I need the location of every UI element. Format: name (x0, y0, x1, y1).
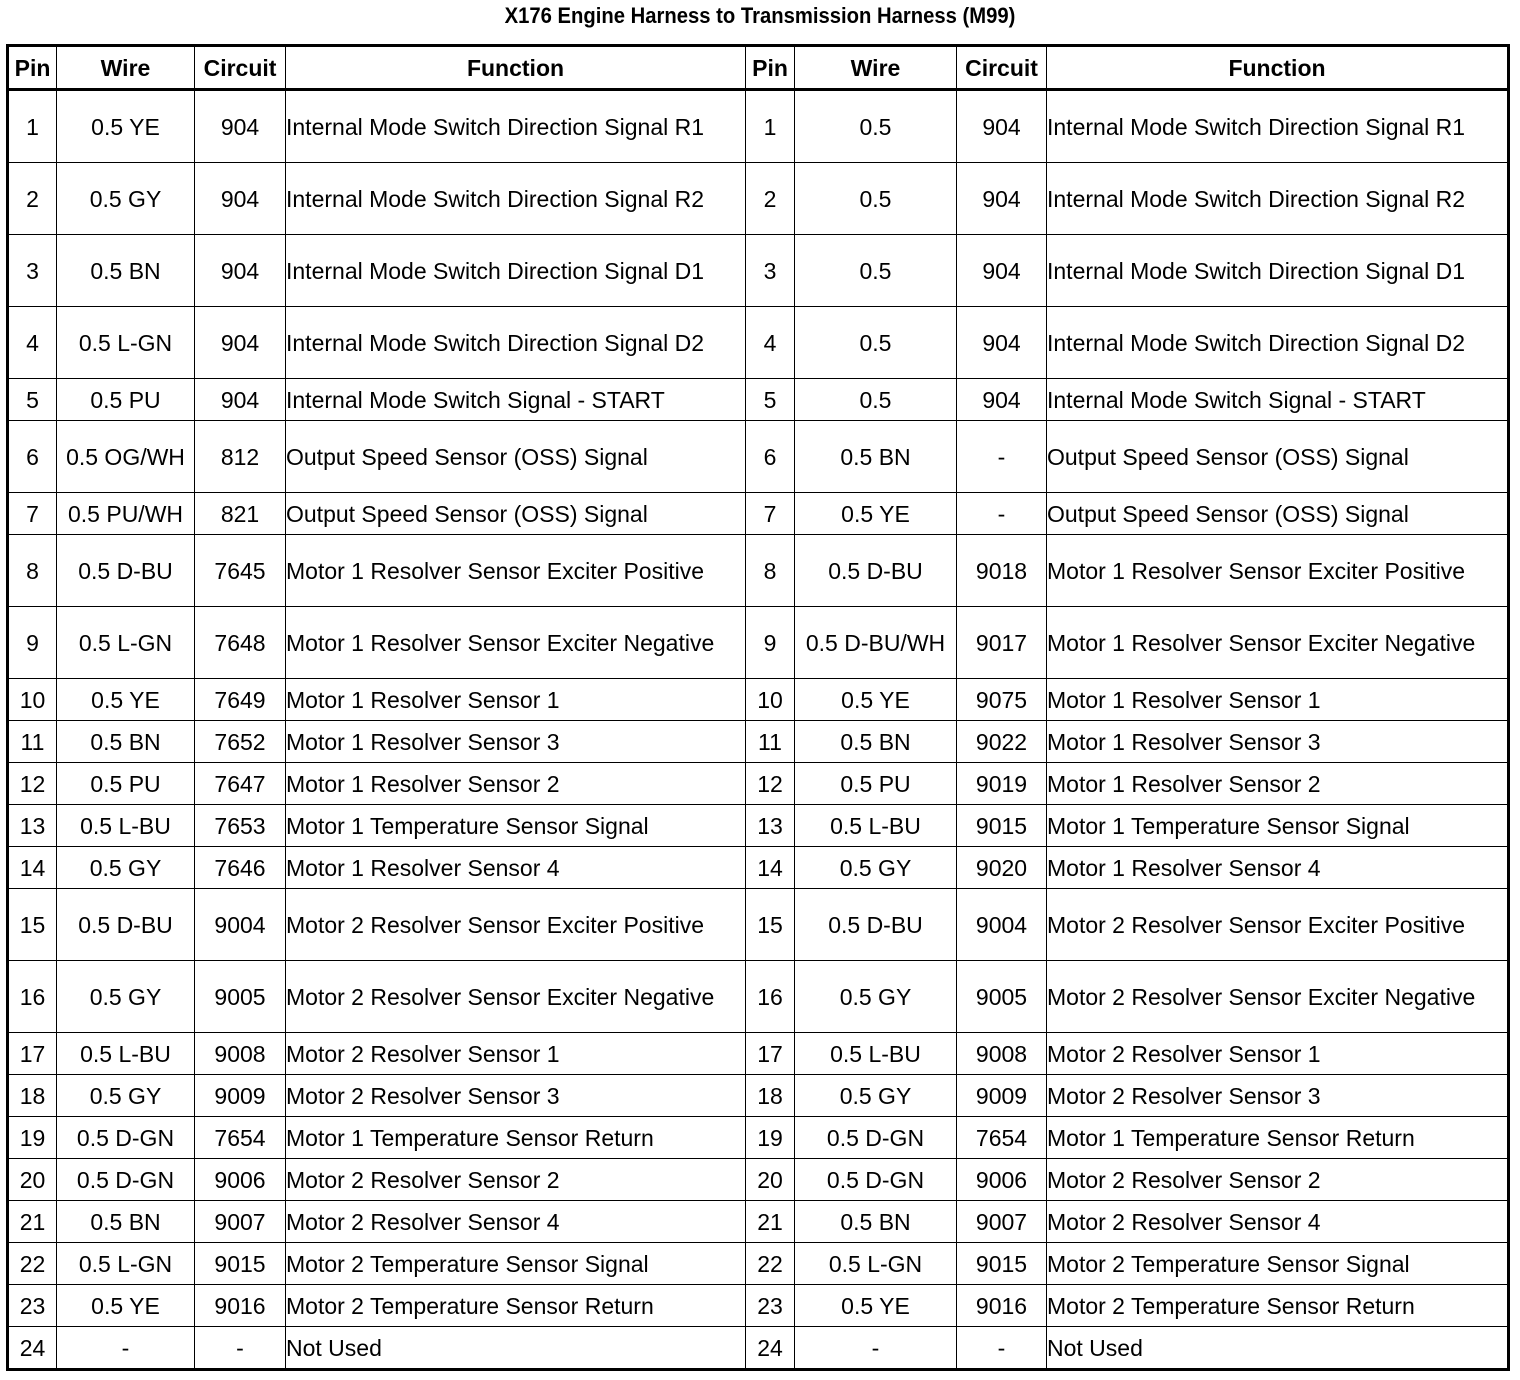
right-circuit-cell: - (957, 493, 1047, 535)
right-circuit-cell: 9017 (957, 607, 1047, 679)
right-wire-cell: 0.5 (795, 379, 957, 421)
right-pin-cell: 9 (746, 607, 795, 679)
left-function-cell: Motor 1 Resolver Sensor 1 (286, 679, 746, 721)
right-pin-cell: 16 (746, 961, 795, 1033)
left-function-cell: Internal Mode Switch Direction Signal D2 (286, 307, 746, 379)
left-circuit-cell: 9009 (195, 1075, 286, 1117)
right-wire-cell: 0.5 D-GN (795, 1159, 957, 1201)
left-circuit-cell: 9004 (195, 889, 286, 961)
left-circuit-cell: 9016 (195, 1285, 286, 1327)
left-function-cell: Output Speed Sensor (OSS) Signal (286, 421, 746, 493)
right-function-cell: Motor 2 Resolver Sensor Exciter Negative (1047, 961, 1509, 1033)
table-row (8, 1075, 1509, 1117)
table-row (8, 307, 1509, 379)
right-wire-cell: 0.5 (795, 307, 957, 379)
right-wire-cell: 0.5 BN (795, 721, 957, 763)
left-pin-cell: 9 (8, 607, 57, 679)
left-function-cell: Motor 1 Resolver Sensor 4 (286, 847, 746, 889)
left-circuit-cell: 904 (195, 235, 286, 307)
right-pin-cell: 2 (746, 163, 795, 235)
left-wire-cell: 0.5 D-BU (57, 889, 195, 961)
left-circuit-cell: 904 (195, 163, 286, 235)
table-row (8, 805, 1509, 847)
right-circuit-cell: 904 (957, 163, 1047, 235)
left-wire-cell: 0.5 PU (57, 763, 195, 805)
right-function-cell: Motor 1 Temperature Sensor Return (1047, 1117, 1509, 1159)
left-function-cell: Motor 1 Resolver Sensor Exciter Positive (286, 535, 746, 607)
table-row (8, 1117, 1509, 1159)
right-function-cell: Not Used (1047, 1327, 1509, 1370)
right-wire-cell: - (795, 1327, 957, 1370)
right-function-cell: Motor 2 Resolver Sensor 4 (1047, 1201, 1509, 1243)
left-wire-cell: 0.5 D-GN (57, 1117, 195, 1159)
left-pin-cell: 21 (8, 1201, 57, 1243)
left-function-cell: Motor 2 Temperature Sensor Signal (286, 1243, 746, 1285)
table-row (8, 235, 1509, 307)
left-function-cell: Motor 2 Resolver Sensor 4 (286, 1201, 746, 1243)
right-wire-cell: 0.5 D-BU/WH (795, 607, 957, 679)
left-wire-cell: 0.5 L-GN (57, 607, 195, 679)
right-pin-cell: 17 (746, 1033, 795, 1075)
right-wire-cell: 0.5 BN (795, 1201, 957, 1243)
right-wire-cell: 0.5 (795, 90, 957, 163)
left-function-cell: Motor 1 Resolver Sensor 3 (286, 721, 746, 763)
left-pin-cell: 16 (8, 961, 57, 1033)
header-circuit-left: Circuit (195, 46, 286, 90)
right-wire-cell: 0.5 D-BU (795, 889, 957, 961)
left-pin-cell: 12 (8, 763, 57, 805)
right-wire-cell: 0.5 D-BU (795, 535, 957, 607)
left-pin-cell: 10 (8, 679, 57, 721)
right-circuit-cell: 9075 (957, 679, 1047, 721)
right-function-cell: Motor 1 Resolver Sensor Exciter Positive (1047, 535, 1509, 607)
right-circuit-cell: 9020 (957, 847, 1047, 889)
table-row (8, 679, 1509, 721)
right-circuit-cell: 904 (957, 90, 1047, 163)
left-function-cell: Motor 2 Resolver Sensor Exciter Positive (286, 889, 746, 961)
right-pin-cell: 19 (746, 1117, 795, 1159)
table-row (8, 721, 1509, 763)
table-row (8, 961, 1509, 1033)
right-function-cell: Internal Mode Switch Direction Signal D2 (1047, 307, 1509, 379)
left-function-cell: Motor 1 Resolver Sensor 2 (286, 763, 746, 805)
left-circuit-cell: 9015 (195, 1243, 286, 1285)
left-pin-cell: 24 (8, 1327, 57, 1370)
right-pin-cell: 10 (746, 679, 795, 721)
right-pin-cell: 23 (746, 1285, 795, 1327)
left-pin-cell: 1 (8, 90, 57, 163)
left-wire-cell: 0.5 D-BU (57, 535, 195, 607)
right-pin-cell: 3 (746, 235, 795, 307)
left-wire-cell: 0.5 BN (57, 1201, 195, 1243)
left-circuit-cell: 7649 (195, 679, 286, 721)
right-pin-cell: 22 (746, 1243, 795, 1285)
left-wire-cell: 0.5 YE (57, 679, 195, 721)
left-circuit-cell: 904 (195, 307, 286, 379)
right-wire-cell: 0.5 BN (795, 421, 957, 493)
right-function-cell: Motor 2 Resolver Sensor 2 (1047, 1159, 1509, 1201)
left-wire-cell: 0.5 GY (57, 961, 195, 1033)
right-pin-cell: 8 (746, 535, 795, 607)
left-wire-cell: 0.5 D-GN (57, 1159, 195, 1201)
right-circuit-cell: 904 (957, 235, 1047, 307)
right-circuit-cell: 9007 (957, 1201, 1047, 1243)
left-pin-cell: 8 (8, 535, 57, 607)
right-pin-cell: 11 (746, 721, 795, 763)
right-function-cell: Motor 2 Resolver Sensor Exciter Positive (1047, 889, 1509, 961)
left-function-cell: Motor 2 Resolver Sensor 3 (286, 1075, 746, 1117)
left-function-cell: Internal Mode Switch Direction Signal D1 (286, 235, 746, 307)
table-row (8, 1327, 1509, 1370)
left-function-cell: Internal Mode Switch Signal - START (286, 379, 746, 421)
left-function-cell: Output Speed Sensor (OSS) Signal (286, 493, 746, 535)
left-wire-cell: 0.5 OG/WH (57, 421, 195, 493)
right-wire-cell: 0.5 L-BU (795, 1033, 957, 1075)
right-circuit-cell: 9004 (957, 889, 1047, 961)
left-wire-cell: 0.5 YE (57, 1285, 195, 1327)
right-circuit-cell: 904 (957, 379, 1047, 421)
right-wire-cell: 0.5 YE (795, 679, 957, 721)
right-wire-cell: 0.5 L-BU (795, 805, 957, 847)
right-circuit-cell: 9015 (957, 805, 1047, 847)
right-circuit-cell: - (957, 421, 1047, 493)
left-function-cell: Motor 1 Temperature Sensor Signal (286, 805, 746, 847)
left-pin-cell: 7 (8, 493, 57, 535)
right-function-cell: Motor 1 Resolver Sensor 1 (1047, 679, 1509, 721)
left-pin-cell: 3 (8, 235, 57, 307)
left-wire-cell: 0.5 BN (57, 721, 195, 763)
right-circuit-cell: 7654 (957, 1117, 1047, 1159)
left-circuit-cell: 7652 (195, 721, 286, 763)
table-row (8, 1033, 1509, 1075)
header-wire-left: Wire (57, 46, 195, 90)
right-circuit-cell: 9008 (957, 1033, 1047, 1075)
left-function-cell: Internal Mode Switch Direction Signal R1 (286, 90, 746, 163)
left-function-cell: Motor 1 Resolver Sensor Exciter Negative (286, 607, 746, 679)
left-wire-cell: 0.5 GY (57, 163, 195, 235)
header-pin-right: Pin (746, 46, 795, 90)
left-circuit-cell: 904 (195, 90, 286, 163)
left-wire-cell: 0.5 L-GN (57, 307, 195, 379)
right-function-cell: Motor 1 Resolver Sensor 4 (1047, 847, 1509, 889)
right-wire-cell: 0.5 D-GN (795, 1117, 957, 1159)
left-circuit-cell: 904 (195, 379, 286, 421)
left-circuit-cell: 9006 (195, 1159, 286, 1201)
left-circuit-cell: 9008 (195, 1033, 286, 1075)
header-pin-left: Pin (8, 46, 57, 90)
left-pin-cell: 23 (8, 1285, 57, 1327)
right-pin-cell: 18 (746, 1075, 795, 1117)
right-circuit-cell: 9019 (957, 763, 1047, 805)
right-function-cell: Motor 1 Resolver Sensor 2 (1047, 763, 1509, 805)
right-function-cell: Internal Mode Switch Direction Signal D1 (1047, 235, 1509, 307)
right-function-cell: Motor 1 Temperature Sensor Signal (1047, 805, 1509, 847)
right-pin-cell: 5 (746, 379, 795, 421)
left-circuit-cell: 7653 (195, 805, 286, 847)
right-function-cell: Motor 2 Temperature Sensor Return (1047, 1285, 1509, 1327)
left-function-cell: Motor 2 Temperature Sensor Return (286, 1285, 746, 1327)
left-wire-cell: 0.5 YE (57, 90, 195, 163)
right-wire-cell: 0.5 (795, 235, 957, 307)
left-circuit-cell: 9005 (195, 961, 286, 1033)
right-wire-cell: 0.5 YE (795, 493, 957, 535)
pinout-table (6, 44, 1510, 1371)
left-wire-cell: 0.5 PU (57, 379, 195, 421)
left-pin-cell: 2 (8, 163, 57, 235)
left-function-cell: Motor 2 Resolver Sensor 2 (286, 1159, 746, 1201)
right-wire-cell: 0.5 (795, 163, 957, 235)
table-row (8, 535, 1509, 607)
left-pin-cell: 14 (8, 847, 57, 889)
right-pin-cell: 14 (746, 847, 795, 889)
left-wire-cell: 0.5 GY (57, 1075, 195, 1117)
right-circuit-cell: 9016 (957, 1285, 1047, 1327)
right-wire-cell: 0.5 GY (795, 961, 957, 1033)
right-function-cell: Motor 2 Temperature Sensor Signal (1047, 1243, 1509, 1285)
right-circuit-cell: 9022 (957, 721, 1047, 763)
left-circuit-cell: 7647 (195, 763, 286, 805)
left-wire-cell: 0.5 L-BU (57, 805, 195, 847)
table-row (8, 889, 1509, 961)
table-row (8, 847, 1509, 889)
left-circuit-cell: 7648 (195, 607, 286, 679)
left-pin-cell: 5 (8, 379, 57, 421)
right-circuit-cell: 9015 (957, 1243, 1047, 1285)
table-row (8, 1201, 1509, 1243)
left-wire-cell: 0.5 L-BU (57, 1033, 195, 1075)
right-pin-cell: 13 (746, 805, 795, 847)
right-pin-cell: 12 (746, 763, 795, 805)
left-circuit-cell: 7645 (195, 535, 286, 607)
left-wire-cell: 0.5 BN (57, 235, 195, 307)
left-wire-cell: 0.5 PU/WH (57, 493, 195, 535)
right-function-cell: Internal Mode Switch Signal - START (1047, 379, 1509, 421)
table-row (8, 379, 1509, 421)
right-function-cell: Motor 1 Resolver Sensor 3 (1047, 721, 1509, 763)
right-pin-cell: 21 (746, 1201, 795, 1243)
right-wire-cell: 0.5 GY (795, 847, 957, 889)
left-pin-cell: 11 (8, 721, 57, 763)
right-function-cell: Output Speed Sensor (OSS) Signal (1047, 493, 1509, 535)
right-circuit-cell: 9006 (957, 1159, 1047, 1201)
table-row (8, 1243, 1509, 1285)
left-function-cell: Motor 1 Temperature Sensor Return (286, 1117, 746, 1159)
header-function-left: Function (286, 46, 746, 90)
left-pin-cell: 17 (8, 1033, 57, 1075)
left-circuit-cell: - (195, 1327, 286, 1370)
right-wire-cell: 0.5 YE (795, 1285, 957, 1327)
page-title: X176 Engine Harness to Transmission Harness (M99) (504, 3, 1016, 28)
header-row (8, 46, 1509, 90)
left-circuit-cell: 7654 (195, 1117, 286, 1159)
left-function-cell: Motor 2 Resolver Sensor Exciter Negative (286, 961, 746, 1033)
left-pin-cell: 19 (8, 1117, 57, 1159)
right-function-cell: Internal Mode Switch Direction Signal R2 (1047, 163, 1509, 235)
left-pin-cell: 20 (8, 1159, 57, 1201)
left-pin-cell: 22 (8, 1243, 57, 1285)
left-pin-cell: 6 (8, 421, 57, 493)
right-function-cell: Output Speed Sensor (OSS) Signal (1047, 421, 1509, 493)
right-pin-cell: 7 (746, 493, 795, 535)
right-pin-cell: 15 (746, 889, 795, 961)
left-wire-cell: 0.5 GY (57, 847, 195, 889)
left-circuit-cell: 7646 (195, 847, 286, 889)
table-row (8, 607, 1509, 679)
right-pin-cell: 24 (746, 1327, 795, 1370)
header-function-right: Function (1047, 46, 1509, 90)
right-function-cell: Motor 2 Resolver Sensor 1 (1047, 1033, 1509, 1075)
header-circuit-right: Circuit (957, 46, 1047, 90)
table-row (8, 163, 1509, 235)
table-row (8, 90, 1509, 163)
right-circuit-cell: 904 (957, 307, 1047, 379)
left-pin-cell: 15 (8, 889, 57, 961)
left-pin-cell: 13 (8, 805, 57, 847)
right-function-cell: Internal Mode Switch Direction Signal R1 (1047, 90, 1509, 163)
right-function-cell: Motor 2 Resolver Sensor 3 (1047, 1075, 1509, 1117)
left-function-cell: Internal Mode Switch Direction Signal R2 (286, 163, 746, 235)
right-pin-cell: 6 (746, 421, 795, 493)
right-function-cell: Motor 1 Resolver Sensor Exciter Negative (1047, 607, 1509, 679)
right-wire-cell: 0.5 L-GN (795, 1243, 957, 1285)
right-wire-cell: 0.5 PU (795, 763, 957, 805)
table-row (8, 763, 1509, 805)
right-circuit-cell: 9009 (957, 1075, 1047, 1117)
table-row (8, 1285, 1509, 1327)
left-circuit-cell: 812 (195, 421, 286, 493)
left-circuit-cell: 821 (195, 493, 286, 535)
right-wire-cell: 0.5 GY (795, 1075, 957, 1117)
left-pin-cell: 18 (8, 1075, 57, 1117)
left-pin-cell: 4 (8, 307, 57, 379)
left-wire-cell: - (57, 1327, 195, 1370)
left-circuit-cell: 9007 (195, 1201, 286, 1243)
right-circuit-cell: 9018 (957, 535, 1047, 607)
left-wire-cell: 0.5 L-GN (57, 1243, 195, 1285)
right-pin-cell: 4 (746, 307, 795, 379)
right-pin-cell: 1 (746, 90, 795, 163)
table-row (8, 1159, 1509, 1201)
left-function-cell: Motor 2 Resolver Sensor 1 (286, 1033, 746, 1075)
right-circuit-cell: - (957, 1327, 1047, 1370)
table-row (8, 421, 1509, 493)
right-circuit-cell: 9005 (957, 961, 1047, 1033)
table-row (8, 493, 1509, 535)
header-wire-right: Wire (795, 46, 957, 90)
right-pin-cell: 20 (746, 1159, 795, 1201)
left-function-cell: Not Used (286, 1327, 746, 1370)
